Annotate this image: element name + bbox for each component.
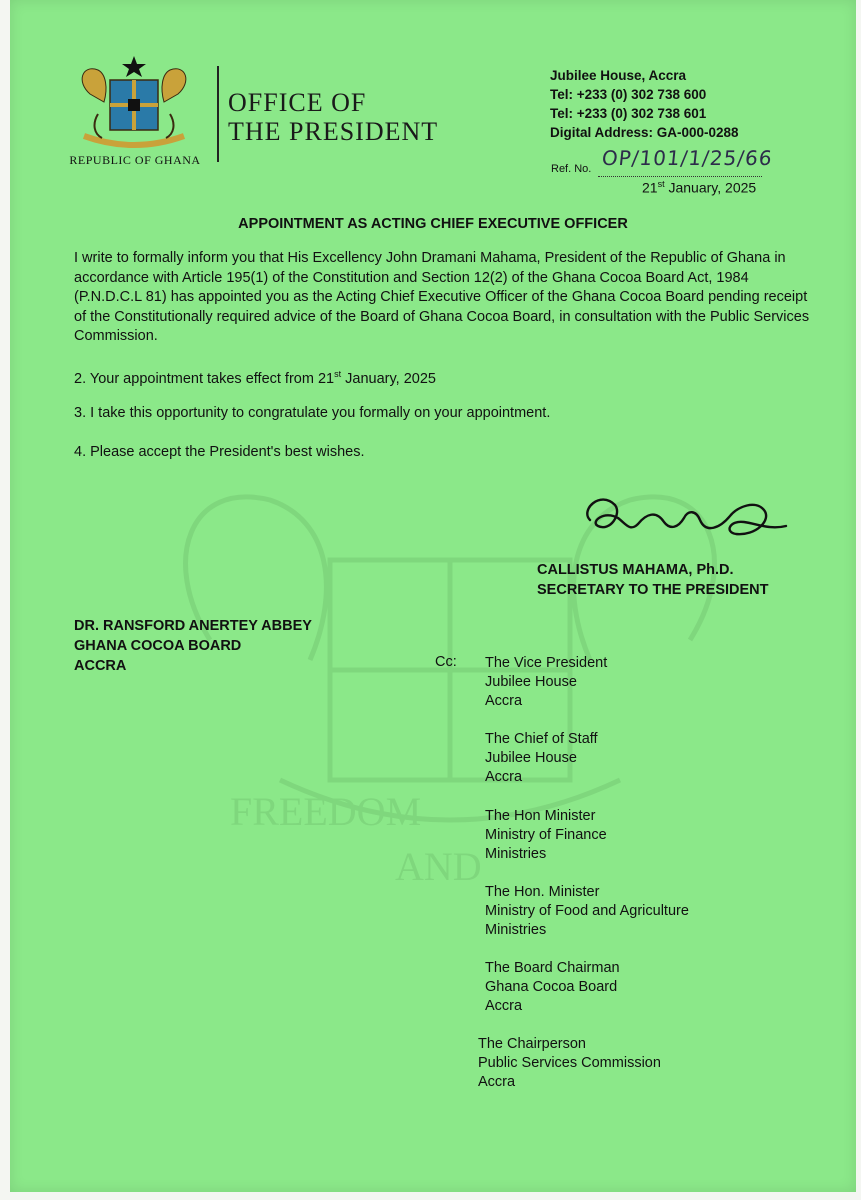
watermark-motto-1: FREEDOM [230, 789, 422, 834]
paragraph-4: 4. Please accept the President's best wishes. [74, 444, 365, 460]
letter-subject: APPOINTMENT AS ACTING CHIEF EXECUTIVE OFFICER [238, 216, 628, 232]
paragraph-3: 3. I take this opportunity to congratulate you formally on your appointment. [74, 405, 551, 421]
office-title-line-1: OFFICE OF [228, 88, 367, 117]
letter-sheet [10, 0, 856, 1192]
cc-recipient-line: Public Services Commission [478, 1055, 661, 1071]
cc-recipient-line: Ministry of Finance [485, 827, 607, 843]
telephone-2: Tel: +233 (0) 302 738 601 [550, 106, 707, 121]
cc-recipient-line: Accra [478, 1074, 516, 1090]
cc-recipient-line: The Board Chairman [485, 960, 620, 976]
cc-recipient-line: Ministries [485, 846, 547, 862]
emblem-caption: REPUBLIC OF GHANA [69, 153, 201, 167]
contact-block [550, 66, 739, 142]
cc-recipient-line: The Hon Minister [485, 808, 596, 824]
cc-recipient-line: Ghana Cocoa Board [485, 979, 618, 995]
addressee-line-3: ACCRA [74, 658, 127, 674]
address: Jubilee House, Accra [550, 68, 687, 83]
cc-recipient-line: Ministry of Food and Agriculture [485, 903, 689, 919]
cc-recipient-line: Jubilee House [485, 750, 577, 766]
cc-recipient-line: Accra [485, 693, 523, 709]
digital-address: Digital Address: GA-000-0288 [550, 125, 739, 140]
handwritten-signature [560, 480, 800, 550]
paragraph-1: I write to formally inform you that His Excellency John Dramani Mahama, President of the Republic of Ghana in accordance with Article 195(1) of the Constitution and Section 12(2) of the Ghana Cocoa Board Act, 1984 (P.N.D.C.L 81) has appointed you as the Acting Chief Executive Officer of the Ghana Cocoa Board pending receipt of the Constitutionally required advice of the Board of Ghana Cocoa Board, in consultation with the Public Services Commission. [74, 250, 810, 344]
cc-recipient [485, 807, 607, 864]
reference-label: Ref. No. [551, 163, 592, 175]
date-suffix: st [657, 179, 665, 189]
reference-number-handwritten: OP/101/1/25/66 [600, 146, 774, 170]
cc-recipient-line: Accra [485, 998, 523, 1014]
cc-recipient [485, 654, 607, 711]
cc-recipient [478, 1035, 661, 1092]
paragraph-2-prefix: 2. Your appointment takes effect from 21 [74, 370, 335, 387]
cc-recipient [485, 883, 689, 940]
paragraph-2-suffix: st [334, 369, 342, 379]
date-rest: January, 2025 [664, 179, 757, 196]
addressee-line-2: GHANA COCOA BOARD [74, 638, 242, 654]
signatory-name: CALLISTUS MAHAMA, Ph.D. [537, 562, 734, 578]
cc-recipient-line: The Vice President [485, 655, 608, 671]
cc-recipient-line: The Hon. Minister [485, 884, 600, 900]
cc-recipient-line: Accra [485, 769, 523, 785]
addressee-line-1: DR. RANSFORD ANERTEY ABBEY [74, 618, 312, 634]
date-day: 21 [642, 179, 658, 196]
signatory-title: SECRETARY TO THE PRESIDENT [537, 582, 769, 598]
paragraph-2-rest: January, 2025 [341, 370, 436, 387]
office-title-line-2: THE PRESIDENT [228, 117, 439, 146]
cc-label: Cc: [435, 654, 457, 670]
cc-recipient-line: Jubilee House [485, 674, 577, 690]
watermark-motto-2: AND [395, 844, 482, 889]
ghana-coat-of-arms-logo [72, 54, 196, 154]
paragraph-2 [74, 369, 436, 387]
signatory-block [537, 560, 769, 600]
cc-recipient-line: The Chairperson [478, 1036, 586, 1052]
cc-recipient [485, 959, 620, 1016]
addressee-block [74, 616, 312, 676]
cc-recipient [485, 730, 598, 787]
reference-dotted-line [598, 176, 762, 177]
telephone-1: Tel: +233 (0) 302 738 600 [550, 87, 707, 102]
letterhead-divider [217, 66, 219, 162]
cc-recipient-line: The Chief of Staff [485, 731, 598, 747]
cc-recipient-line: Ministries [485, 922, 547, 938]
letter-date [642, 179, 756, 196]
office-title [228, 88, 438, 146]
